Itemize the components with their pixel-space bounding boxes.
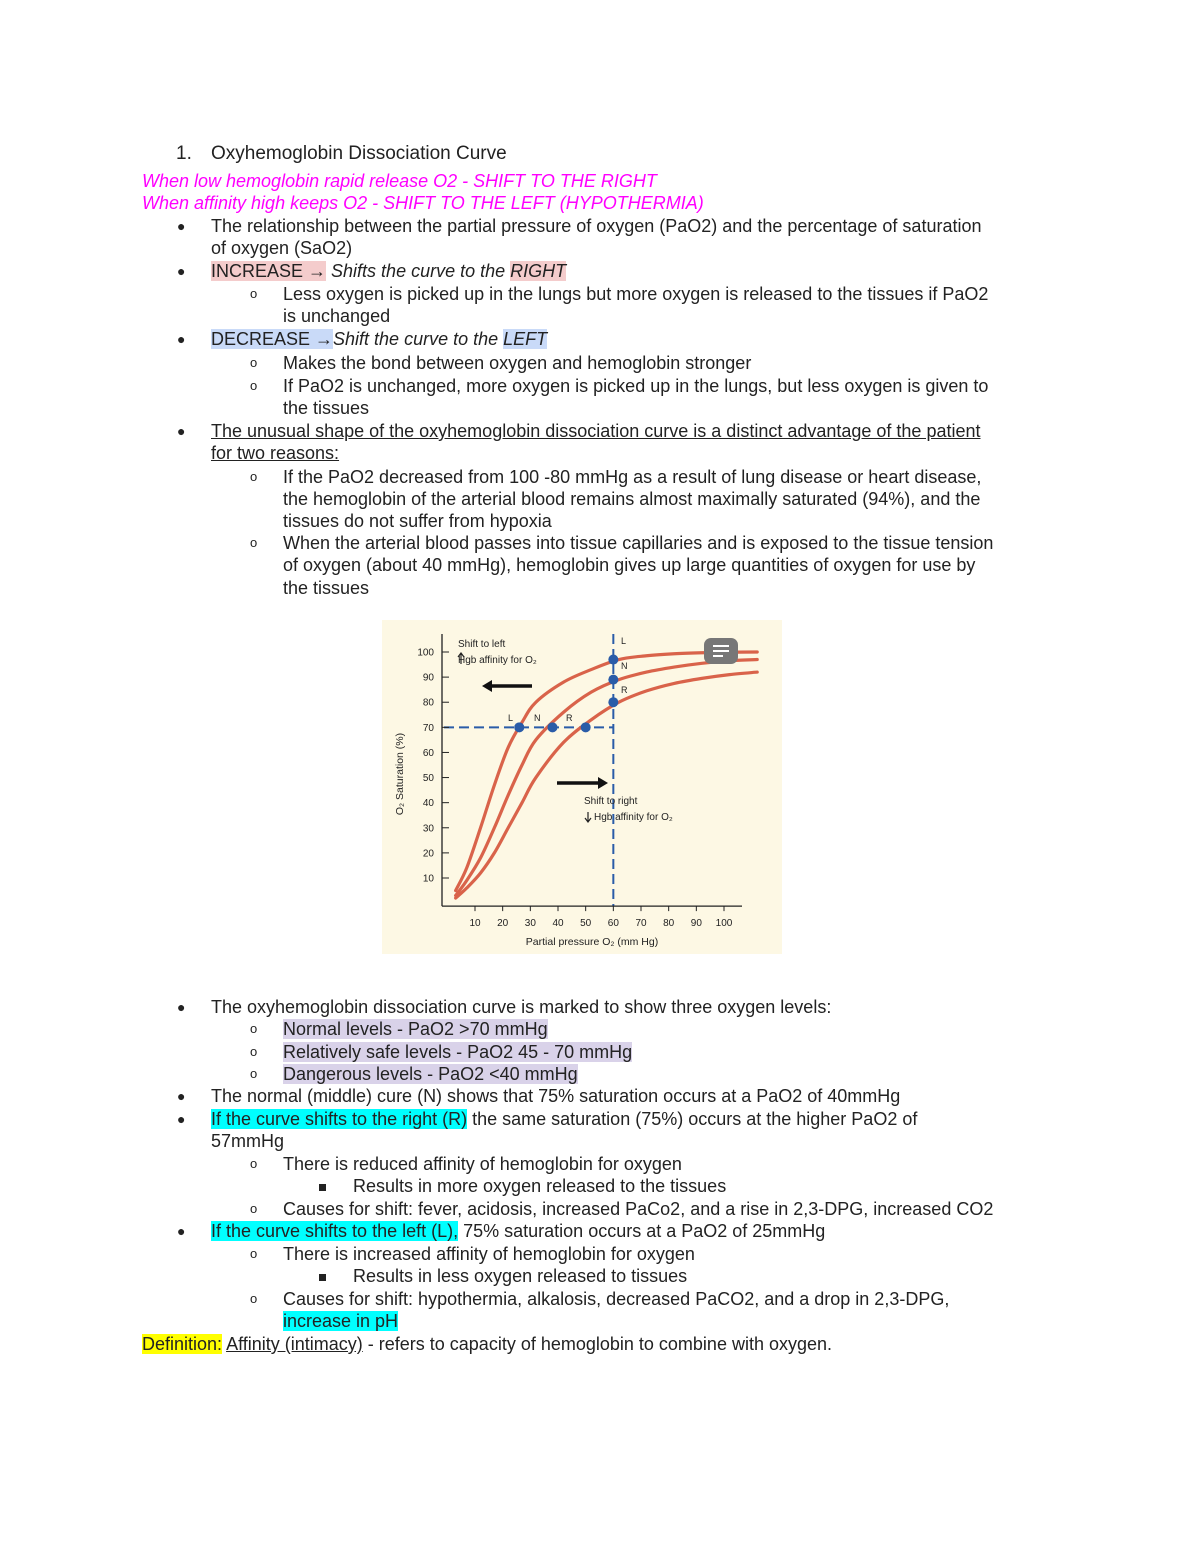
right-shift-highlight: If the curve shifts to the right (R) [211, 1109, 468, 1129]
curve-label-l: L [508, 713, 514, 723]
unusual-sub2-l2: of oxygen (about 40 mmHg), hemoglobin gives up large quantities of oxygen for use by [283, 555, 976, 575]
data-point-marker [581, 722, 591, 732]
x-tick-label: 20 [497, 918, 509, 930]
definition-label: Definition: [142, 1334, 223, 1354]
decrease-label: DECREASE → [211, 329, 334, 349]
oxyhemoglobin-curve-figure [382, 620, 782, 954]
x-tick-label: 100 [715, 918, 733, 930]
left-subsub-text: Results in less oxygen released to tissues [353, 1266, 688, 1286]
x-tick-label: 40 [552, 918, 564, 930]
sub-bullet-circle: o [250, 535, 258, 550]
y-tick-label: 70 [422, 722, 434, 734]
increase-sub-text: Less oxygen is picked up in the lungs but more oxygen is released to the tissues if PaO2 [283, 284, 989, 304]
curve-label-r: R [566, 713, 573, 723]
pink-note-left: When affinity high keeps O2 - SHIFT TO THE LEFT (HYPOTHERMIA) [142, 193, 704, 213]
sub-bullet-circle: o [250, 286, 258, 301]
normal-cure-text: The normal (middle) cure (N) shows that 75% saturation occurs at a PaO2 of 40mmHg [211, 1086, 901, 1106]
decrease-sub2-cont: the tissues [283, 398, 370, 418]
x-axis-title: Partial pressure O₂ (mm Hg) [525, 936, 659, 948]
x-tick-label: 60 [607, 918, 619, 930]
level-normal-text: Normal levels - PaO2 >70 mmHg [283, 1019, 548, 1039]
y-axis-title: O₂ Saturation (%) [394, 732, 406, 816]
increase-sub-text-cont: is unchanged [283, 306, 391, 326]
sub-bullet-circle: o [250, 355, 258, 370]
y-tick-label: 10 [422, 873, 434, 885]
right-shift-line2: 57mmHg [211, 1131, 285, 1151]
decrease-direction: LEFT [503, 329, 548, 349]
relationship-text-cont: of oxygen (SaO2) [211, 238, 353, 258]
x-tick-label: 80 [663, 918, 675, 930]
definition-line [142, 1333, 832, 1356]
marked-text: The oxyhemoglobin dissociation curve is marked to show three oxygen levels: [211, 997, 832, 1017]
curve-label-r-top: R [621, 685, 628, 695]
unusual-sub1-l1: If the PaO2 decreased from 100 -80 mmHg as a result of lung disease or heart disease, [283, 467, 982, 487]
curve-label-n: N [534, 713, 541, 723]
curve-label-n-top: N [621, 661, 628, 671]
bullet-dot: ● [177, 331, 186, 347]
sub-bullet-circle: o [250, 378, 258, 393]
decrease-sub2: If PaO2 is unchanged, more oxygen is picked up in the lungs, but less oxygen is given to [283, 376, 989, 396]
level-dangerous [283, 1063, 578, 1086]
y-tick-label: 50 [422, 773, 434, 785]
bullet-dot: ● [177, 423, 186, 439]
dissociation-chart [382, 620, 782, 954]
x-tick-label: 10 [469, 918, 481, 930]
x-tick-label: 90 [690, 918, 702, 930]
decrease-line [211, 328, 547, 351]
x-tick-label: 50 [580, 918, 592, 930]
right-causes-text: Causes for shift: fever, acidosis, increased PaCo2, and a rise in 2,3-DPG, increased CO2 [283, 1199, 994, 1219]
definition-text: - refers to capacity of hemoglobin to combine with oxygen. [362, 1334, 833, 1354]
increase-line [211, 260, 566, 283]
level-safe [283, 1041, 632, 1064]
ticks [417, 648, 732, 930]
data-point-marker [547, 722, 557, 732]
x-tick-label: 30 [524, 918, 536, 930]
shift-left-label: Shift to left [458, 639, 506, 650]
sub-sub-bullet-square [319, 1274, 326, 1281]
left-sub-text: There is increased affinity of hemoglobin for oxygen [283, 1244, 695, 1264]
sub-bullet-circle: o [250, 1021, 258, 1036]
y-tick-label: 80 [422, 697, 434, 709]
shift-left-sub: Hgb affinity for O₂ [458, 655, 537, 666]
x-tick-label: 70 [635, 918, 647, 930]
left-causes-text-cont [283, 1310, 398, 1333]
shift-right-label: Shift to right [584, 796, 638, 807]
y-tick-label: 30 [422, 823, 434, 835]
bullet-dot: ● [177, 218, 186, 234]
y-tick-label: 60 [422, 747, 434, 759]
unusual-sub1-l3: tissues do not suffer from hypoxia [283, 511, 552, 531]
increase-direction: RIGHT [510, 261, 567, 281]
sub-bullet-circle: o [250, 1044, 258, 1059]
curve-label-l-top: L [621, 636, 627, 646]
unusual-sub2-l3: the tissues [283, 578, 370, 598]
sub-bullet-circle: o [250, 1246, 258, 1261]
definition-term: Affinity (intimacy) [226, 1334, 363, 1354]
decrease-text: Shift the curve to the [333, 329, 504, 349]
heading-number: 1. [176, 143, 192, 164]
y-tick-label: 100 [417, 647, 434, 659]
left-shift-line [211, 1220, 825, 1243]
data-point-marker [514, 722, 524, 732]
bullet-dot: ● [177, 1111, 186, 1127]
sub-bullet-circle: o [250, 1201, 258, 1216]
bullet-dot: ● [177, 1088, 186, 1104]
data-point-marker [608, 655, 618, 665]
curve-n [456, 660, 758, 896]
increase-text: Shifts the curve to the [326, 261, 511, 281]
sub-sub-bullet-square [319, 1184, 326, 1191]
unusual-sub2-l1: When the arterial blood passes into tissue capillaries and is exposed to the tissue tension [283, 533, 994, 553]
unusual-text-cont: for two reasons: [211, 443, 340, 463]
sub-bullet-circle: o [250, 1291, 258, 1306]
right-sub-text: There is reduced affinity of hemoglobin for oxygen [283, 1154, 682, 1174]
right-arrow-head [598, 777, 608, 789]
level-normal [283, 1018, 548, 1041]
down-arrow-icon [585, 812, 591, 822]
unusual-text: The unusual shape of the oxyhemoglobin dissociation curve is a distinct advantage of the patient [211, 421, 981, 441]
curve-l [456, 652, 758, 891]
data-point-marker [608, 697, 618, 707]
bullet-dot: ● [177, 263, 186, 279]
left-causes-text-cont-hl: increase in pH [283, 1311, 399, 1331]
level-safe-text: Relatively safe levels - PaO2 45 - 70 mmHg [283, 1042, 633, 1062]
sub-bullet-circle: o [250, 469, 258, 484]
sub-bullet-circle: o [250, 1066, 258, 1081]
y-tick-label: 90 [422, 672, 434, 684]
unusual-sub1-l2: the hemoglobin of the arterial blood remains almost maximally saturated (94%), and the [283, 489, 981, 509]
decrease-sub1: Makes the bond between oxygen and hemoglobin stronger [283, 353, 752, 373]
curves [456, 652, 758, 898]
level-dangerous-text: Dangerous levels - PaO2 <40 mmHg [283, 1064, 578, 1084]
right-shift-rest: the same saturation (75%) occurs at the higher PaO2 of [467, 1109, 918, 1129]
y-tick-label: 40 [422, 798, 434, 810]
increase-label: INCREASE → [211, 261, 327, 281]
page-title: Oxyhemoglobin Dissociation Curve [211, 143, 507, 164]
bullet-dot: ● [177, 999, 186, 1015]
left-arrow-head [482, 680, 492, 692]
curve-r [456, 672, 758, 898]
left-causes-text: Causes for shift: hypothermia, alkalosis, decreased PaCO2, and a drop in 2,3-DPG, [283, 1289, 950, 1309]
bullet-dot: ● [177, 1223, 186, 1239]
y-tick-label: 20 [422, 848, 434, 860]
right-subsub-text: Results in more oxygen released to the tissues [353, 1176, 727, 1196]
right-shift-line [211, 1108, 917, 1131]
sub-bullet-circle: o [250, 1156, 258, 1171]
left-shift-highlight: If the curve shifts to the left (L), [211, 1221, 459, 1241]
relationship-text: The relationship between the partial pressure of oxygen (PaO2) and the percentage of saturation [211, 216, 982, 236]
data-point-marker [608, 675, 618, 685]
shift-right-sub: Hgb affinity for O₂ [594, 812, 673, 823]
left-shift-rest: 75% saturation occurs at a PaO2 of 25mmHg [458, 1221, 826, 1241]
pink-note-right: When low hemoglobin rapid release O2 - SHIFT TO THE RIGHT [142, 171, 657, 191]
